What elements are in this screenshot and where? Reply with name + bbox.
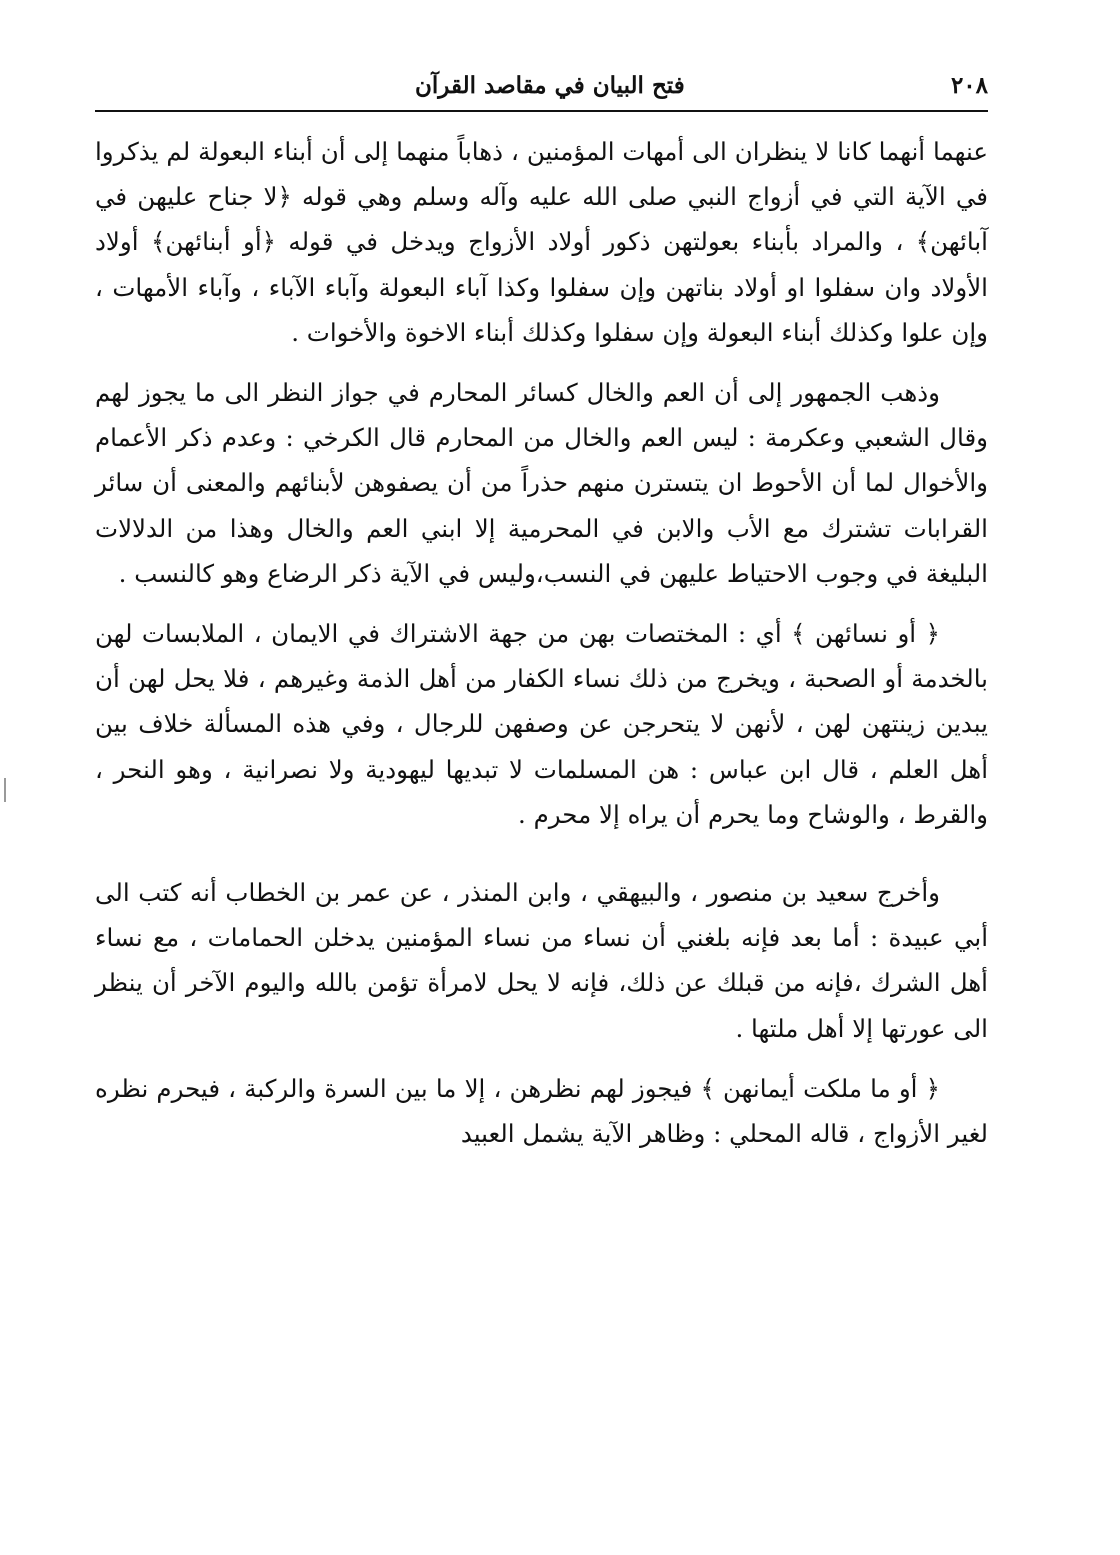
page-header bbox=[95, 60, 988, 112]
paragraph-3: ﴿ أو نسائهن ﴾ أي : المختصات بهن من جهة الاشتراك في الايمان ، الملابسات لهن بالخدمة أو الصحبة ، ويخرج من ذلك نساء الكفار من أهل الذمة وغيرهم ، فلا يحل لهن أن يبدين زينتهن لهن ، لأنهن لا يتحرجن عن وصفهن للرجال ، وفي هذه المسألة خلاف بين أهل العلم ، قال ابن عباس : هن المسلمات لا تبديها ليهودية ولا نصرانية ، وهو النحر ، والقرط ، والوشاح وما يحرم أن يراه إلا محرم . bbox=[95, 619, 988, 829]
paragraph-4: وأخرج سعيد بن منصور ، والبيهقي ، وابن المنذر ، عن عمر بن الخطاب أنه كتب الى أبي عبيدة : أما بعد فإنه بلغني أن نساء من نساء المؤمنين يدخلن الحمامات ، مع نساء أهل الشرك ،فإنه من قبلك عن ذلك، فإنه لا يحل لامرأة تؤمن بالله واليوم الآخر أن ينظر الى عورتها إلا أهل ملتها . bbox=[95, 878, 988, 1043]
running-title: فتح البيان في مقاصد القرآن bbox=[415, 71, 685, 99]
paragraph-2: وذهب الجمهور إلى أن العم والخال كسائر المحارم في جواز النظر الى ما يجوز لهم وقال الشعبي وعكرمة : ليس العم والخال من المحارم قال الكرخي : وعدم ذكر الأعمام والأخوال لما أن الأحوط ان يتسترن منهم حذراً من أن يصفوهن لأبنائهم والمعنى أن سائر القرابات تشترك مع الأب والابن في المحرمية إلا ابني العم والخال وهذا من الدلالات البليغة في وجوب الاحتياط عليهن في النسب،وليس في الآية ذكر الرضاع وهو كالنسب . bbox=[95, 378, 988, 588]
scan-edge-mark bbox=[4, 778, 6, 802]
paragraph-5: ﴿ أو ما ملكت أيمانهن ﴾ فيجوز لهم نظرهن ، إلا ما بين السرة والركبة ، فيحرم نظره لغير الأزواج ، قاله المحلي : وظاهر الآية يشمل العبيد bbox=[95, 1073, 988, 1149]
paragraph-1: عنهما أنهما كانا لا ينظران الى أمهات المؤمنين ، ذهاباً منهما إلى أن أبناء البعولة لم يذكروا في الآية التي في أزواج النبي صلى الله عليه وآله وسلم وهي قوله ﴿لا جناح عليهن في آبائهن﴾ ، والمراد بأبناء بعولتهن ذكور أولاد الأزواج ويدخل في قوله ﴿أو أبنائهن﴾ أولاد الأولاد وان سفلوا او أولاد بناتهن وإن سفلوا وكذا آباء البعولة وآباء الآباء ، وآباء الأمهات ، وإن علوا وكذلك أبناء البعولة وإن سفلوا وكذلك أبناء الاخوة والأخوات . bbox=[95, 137, 988, 347]
page-body bbox=[95, 129, 988, 1156]
book-page bbox=[95, 60, 988, 1530]
page-number: ٢٠٨ bbox=[950, 71, 988, 99]
